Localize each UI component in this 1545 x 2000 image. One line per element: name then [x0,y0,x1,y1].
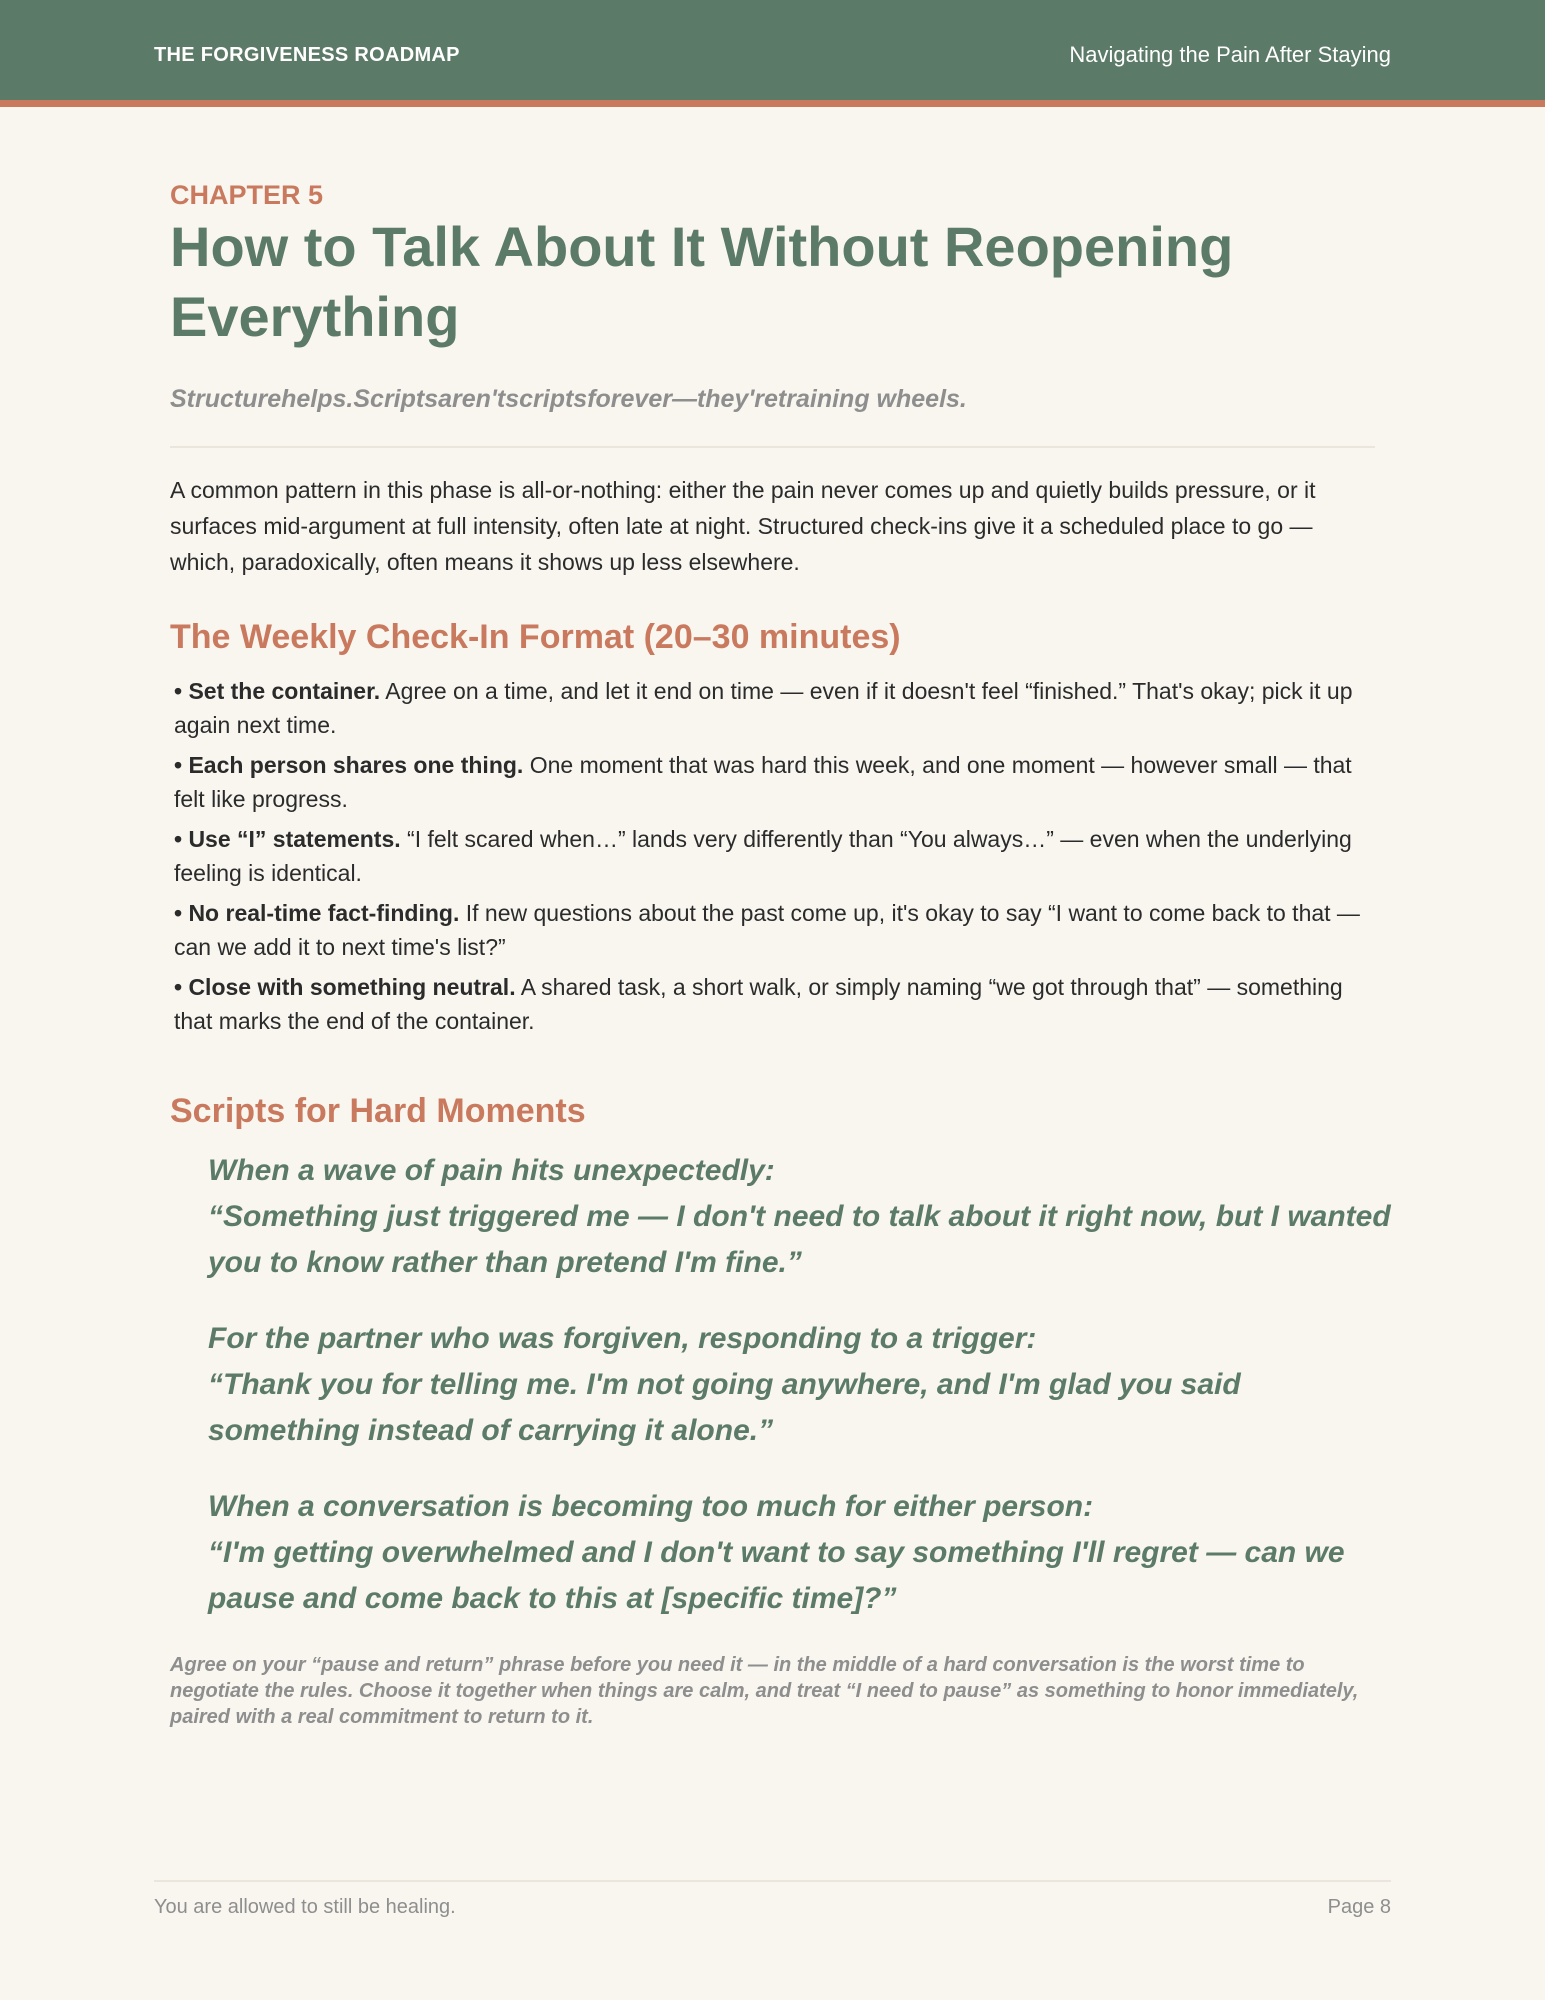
list-item-label: • No real-time fact-finding. [174,900,460,926]
book-subtitle: Navigating the Pain After Staying [1069,42,1391,67]
scripts-list [170,1148,1398,1622]
list-item-text: A shared task, a short walk, or simply naming “we got through that” — something that marks the end of the container. [174,974,1343,1034]
list-item-text: If new questions about the past come up, it's okay to say “I want to come back to that — can we add it to next time's list?” [174,900,1360,960]
list-item-label: • Use “I” statements. [174,826,401,852]
list-item-label: • Set the container. [174,678,381,704]
script-block [208,1316,1398,1454]
footer-tagline: You are allowed to still be healing. [154,1896,456,1918]
section-divider [170,446,1375,448]
list-item-text: One moment that was hard this week, and one moment — however small — that felt like progress. [174,752,1352,812]
script-block [208,1148,1398,1286]
scripts-heading: Scripts for Hard Moments [170,1092,586,1130]
list-item-label: • Close with something neutral. [174,974,516,1000]
book-title: THE FORGIVENESS ROADMAP [154,44,460,66]
script-quote: “Thank you for telling me. I'm not going anywhere, and I'm glad you said something instead of carrying it alone.” [208,1368,1241,1447]
script-context: For the partner who was forgiven, responding to a trigger: [208,1322,1037,1355]
script-context: When a conversation is becoming too much for either person: [208,1490,1094,1523]
list-item-label: • Each person shares one thing. [174,752,524,778]
list-item [174,970,1374,1038]
chapter-label: CHAPTER 5 [170,180,324,210]
checkin-list [170,674,1375,1038]
checkin-heading: The Weekly Check-In Format (20–30 minutes) [170,618,901,656]
page-header [0,0,1545,107]
script-context: When a wave of pain hits unexpectedly: [208,1154,775,1187]
script-quote: “Something just triggered me — I don't need to talk about it right now, but I wanted you to know rather than pretend I'm fine.” [208,1200,1391,1279]
list-item [174,896,1374,964]
page-number: Page 8 [1327,1896,1391,1918]
list-item [174,822,1374,890]
footer-divider [154,1880,1391,1882]
page-content [170,178,1391,1730]
script-block [208,1484,1398,1622]
list-item [174,748,1374,816]
chapter-subtitle: Structurehelps.Scriptsaren'tscriptsforever—they'retraining wheels. [170,385,967,413]
chapter-title: How to Talk About It Without Reopening Everything [170,215,1234,348]
list-item [174,674,1374,742]
pause-note: Agree on your “pause and return” phrase before you need it — in the middle of a hard conversation is the worst time to negotiate the rules. Choose it together when things are calm, and treat “I need to pause” as something to honor immediately, paired with a real commitment to return to it. [170,1654,1359,1728]
list-item-text: “I felt scared when…” lands very differently than “You always…” — even when the underlying feeling is identical. [174,826,1352,886]
list-item-text: Agree on a time, and let it end on time — even if it doesn't feel “finished.” That's okay; pick it up again next time. [174,678,1353,738]
intro-paragraph: A common pattern in this phase is all-or-nothing: either the pain never comes up and quietly builds pressure, or it surfaces mid-argument at full intensity, often late at night. Structured check-ins give it a scheduled place to go — which, paradoxically, often means it shows up less elsewhere. [170,477,1316,575]
script-quote: “I'm getting overwhelmed and I don't want to say something I'll regret — can we pause and come back to this at [specific time]?” [208,1536,1345,1615]
